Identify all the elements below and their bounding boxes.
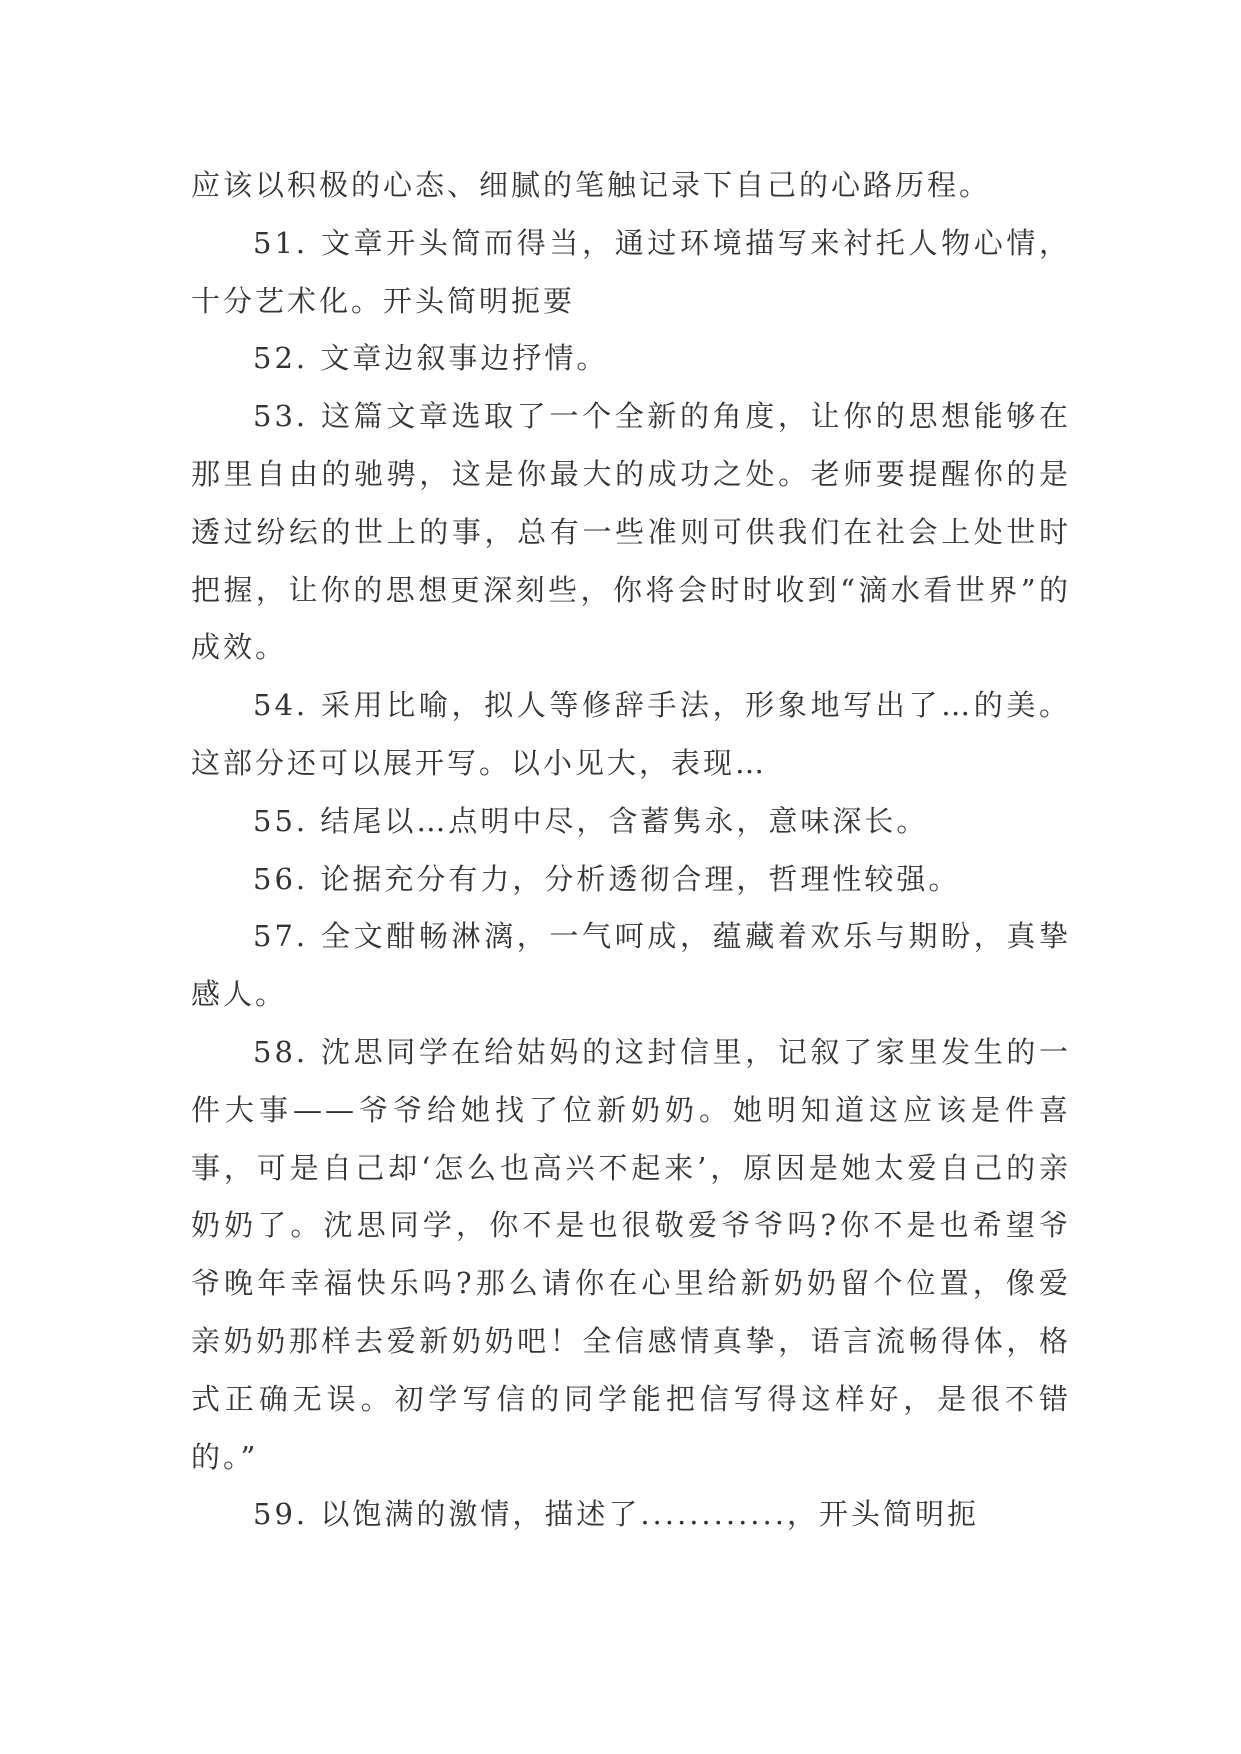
- paragraph-continuation: 应该以积极的心态、细腻的笔触记录下自己的心路历程。: [191, 168, 992, 202]
- paragraph-item-54: 54. 采用比喻，拟人等修辞手法，形象地写出了…的美。这部分还可以展开写。以小见大，表现…: [191, 688, 1071, 780]
- paragraph-item-58: 58. 沈思同学在给姑妈的这封信里，记叙了家里发生的一件大事——爷爷给她找了位新奶奶。她明知道这应该是件喜事，可是自己却‘怎么也高兴不起来’，原因是她太爱自己的亲奶奶了。沈思同学，你不是也很敬爱爷爷吗?你不是也希望爷爷晚年幸福快乐吗?那么请你在心里给新奶奶留个位置，像爱亲奶奶那样去爱新奶奶吧！全信感情真挚，语言流畅得体，格式正确无误。初学写信的同学能把信写得这样好，是很不错的。”: [191, 1034, 1071, 1474]
- document-body: [191, 157, 1071, 1544]
- paragraph-item-55: 55. 结尾以…点明中尽，含蓄隽永，意味深长。: [253, 803, 929, 838]
- paragraph-item-56: 56. 论据充分有力，分析透彻合理，哲理性较强。: [253, 861, 961, 896]
- paragraph-item-57: 57. 全文酣畅淋漓，一气呵成，蕴藏着欢乐与期盼，真挚感人。: [191, 919, 1071, 1012]
- paragraph-item-59: 59. 以饱满的激情，描述了............，开头简明扼: [253, 1497, 979, 1532]
- paragraph-item-51: 51. 文章开头简而得当，通过环境描写来衬托人物心情，十分艺术化。开头简明扼要: [191, 225, 1071, 318]
- paragraph-item-52: 52. 文章边叙事边抒情。: [253, 341, 609, 376]
- paragraph-item-53: 53. 这篇文章选取了一个全新的角度，让你的思想能够在那里自由的驰骋，这是你最大的成功之处。老师要提醒你的是透过纷纭的世上的事，总有一些准则可供我们在社会上处世时把握，让你的思想更深刻些，你将会时时收到“滴水看世界”的成效。: [191, 399, 1071, 665]
